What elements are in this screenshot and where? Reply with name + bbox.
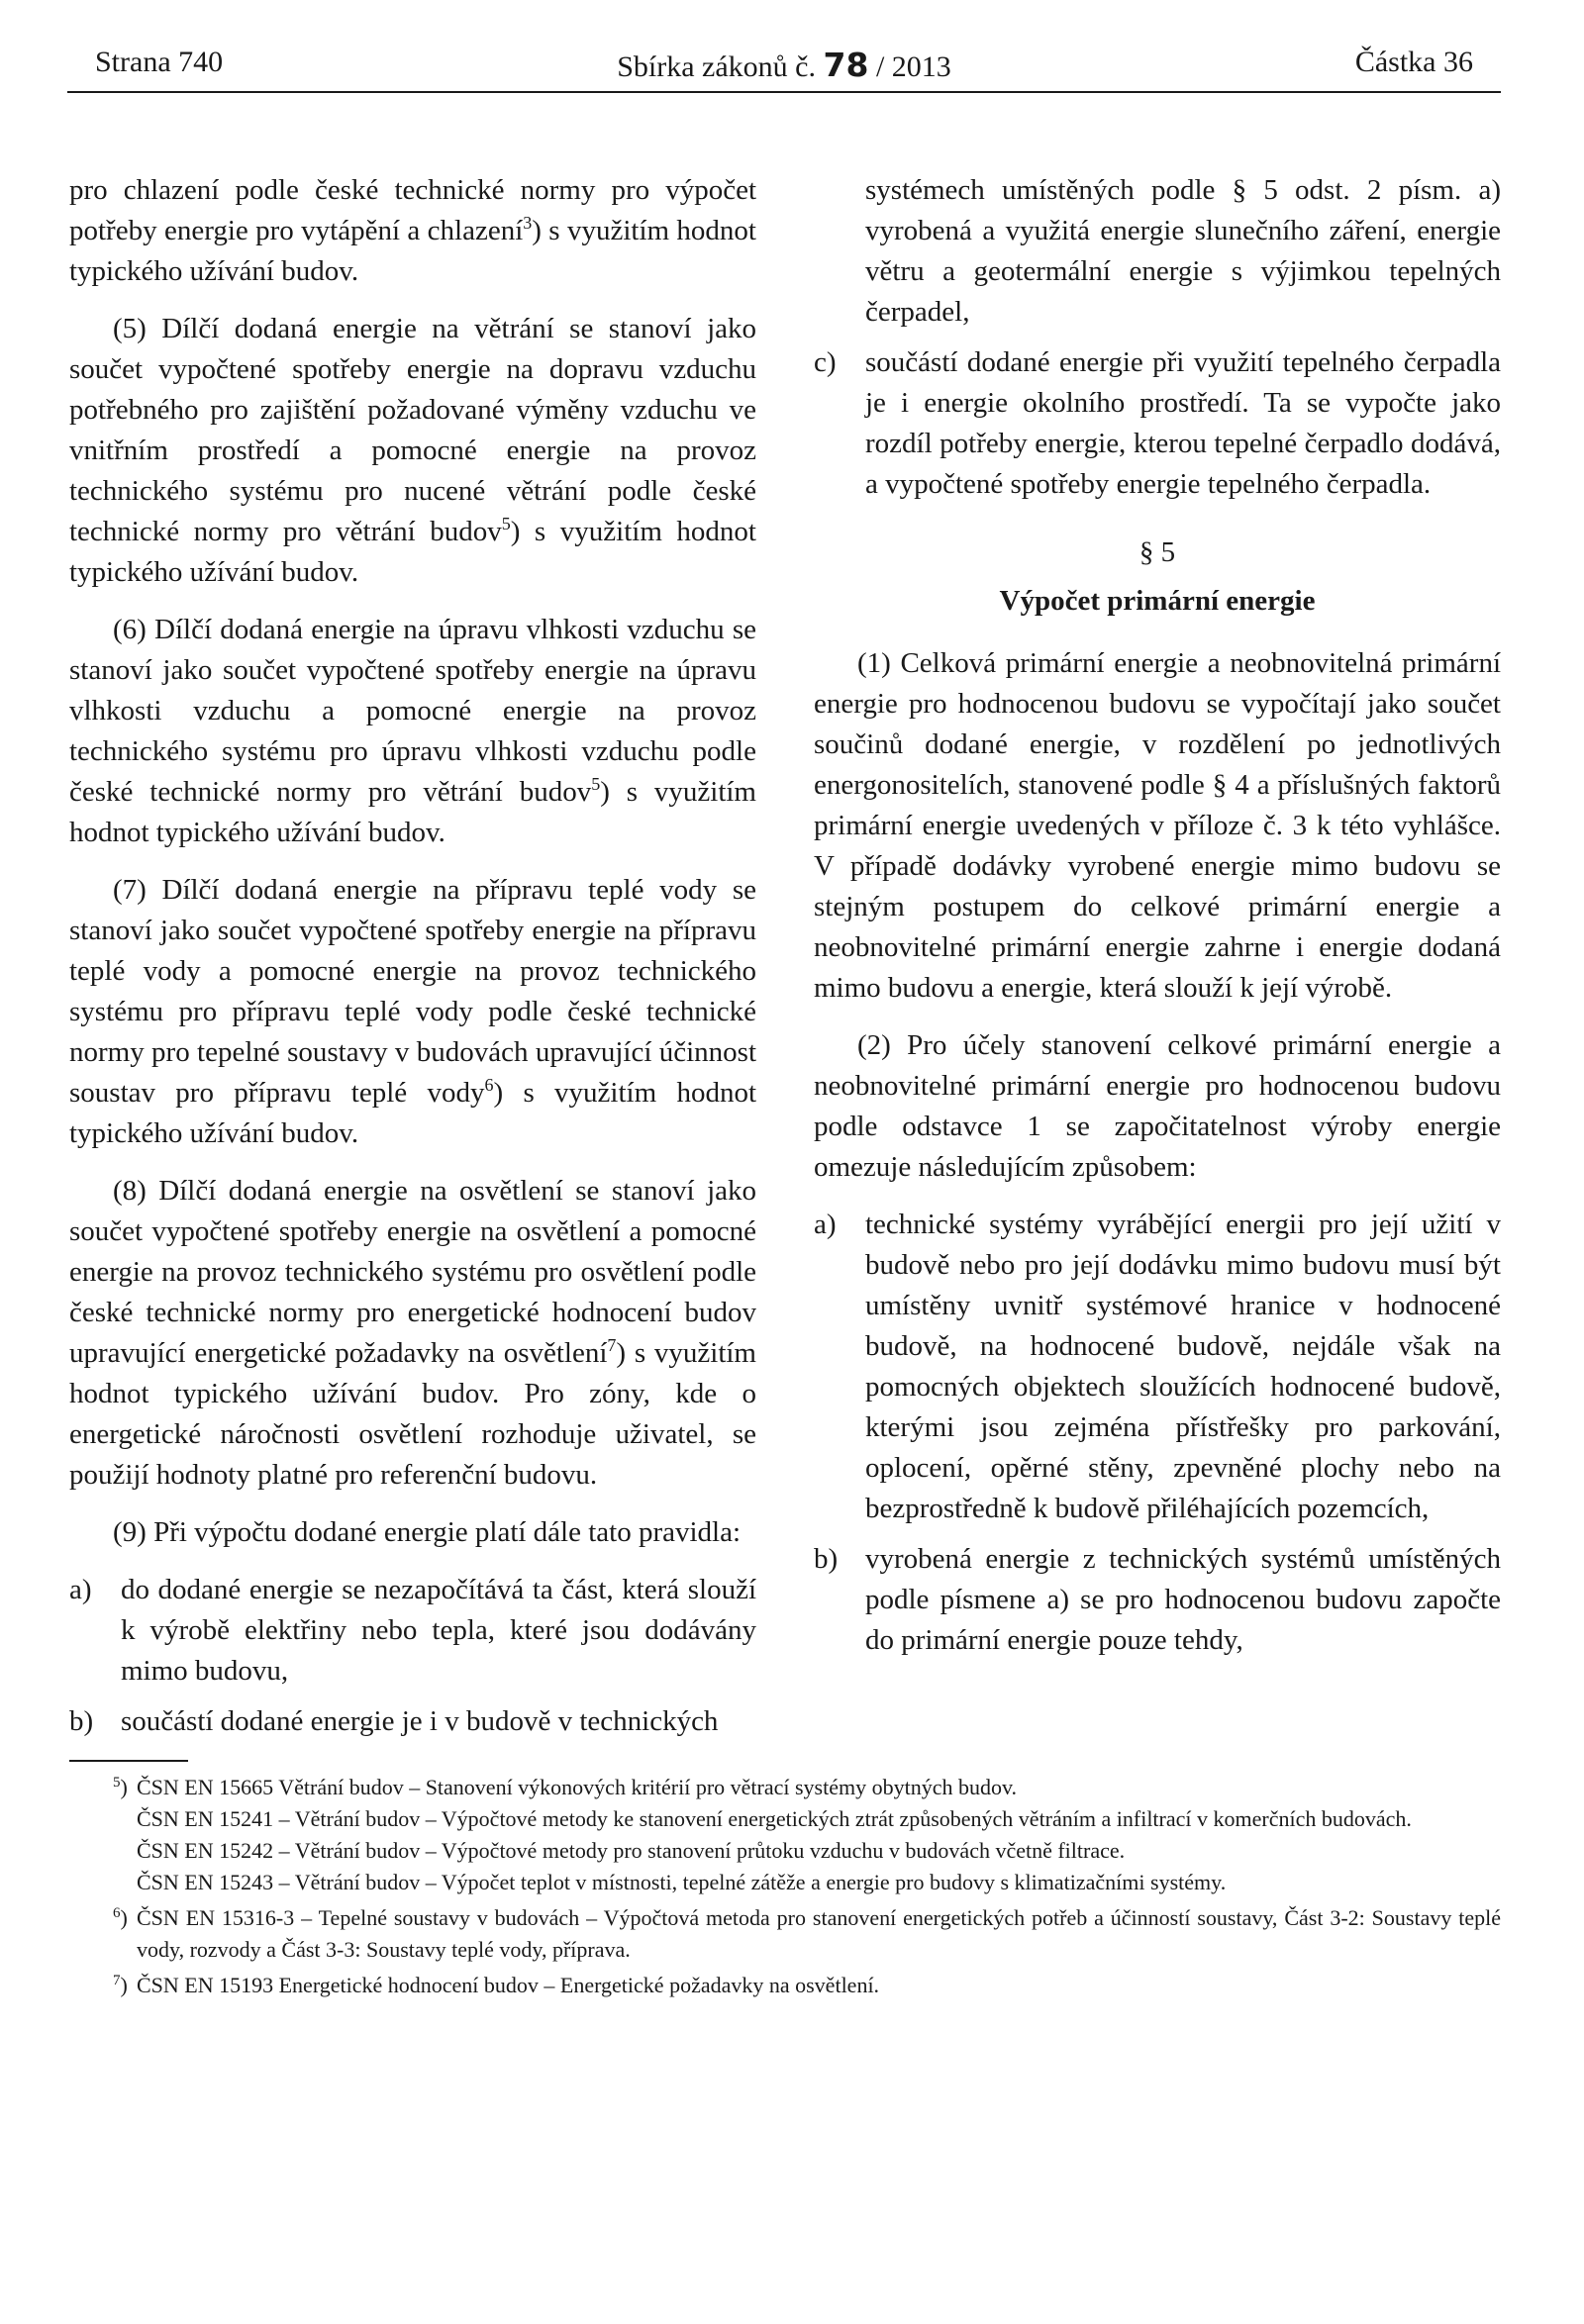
- footnote-6: [113, 1902, 1501, 1966]
- page-header: [67, 40, 1501, 91]
- footnote-mark: $^7$): [113, 1973, 128, 1997]
- list-item-text: systémech umístěných podle § 5 odst. 2 písm. a) vyrobená a využitá energie slunečního záření, energie větru a geotermální energie s výjimkou tepelných čerpadel,: [865, 174, 1501, 328]
- paragraph-9: (9) Při výpočtu dodané energie platí dále tato pravidla:: [113, 1516, 742, 1548]
- issue-part: Částka 36: [1354, 46, 1473, 78]
- list-item-label: a): [69, 1574, 92, 1605]
- section-paragraph-1: (1) Celková primární energie a neobnovitelná primární energie pro hodnocenou budovu se vypočítají jako součet součinů dodané energie, v rozdělení po jednotlivých energonositelích, stanovené podle § 4 a příslušných faktorů primární energie uvedených v příloze č. 3 k této vyhlášce. V případě dodávky vyrobené energie mimo budovu se stejným postupem do celkové primární energie a neobnovitelné primární energie zahrne i energie dodaná mimo budovu a energie, která slouží k její výrobě.: [814, 647, 1501, 1004]
- left-column: [69, 170, 756, 1752]
- footnote-line: ČSN EN 15665 Větrání budov – Stanovení výkonových kritérií pro větrací systémy obytných budov.: [137, 1775, 1018, 1799]
- list-item: [814, 1539, 1501, 1661]
- list-item-label: b): [69, 1705, 94, 1737]
- footnote-5: [113, 1772, 1501, 1898]
- collection-title: [67, 46, 1501, 84]
- paragraph-5: (5) Dílčí dodaná energie na větrání se stanoví jako součet vypočtené spotřeby energie na dopravu vzduchu potřebného pro zajištění požadované výměny vzduchu ve vnitřním prostředí a pomocné energie na provoz technického systému pro nucené větrání podle české technické normy pro větrání budov$^5$) s využitím hodnot typického užívání budov.: [69, 313, 756, 588]
- footnote-mark: $^6$): [113, 1905, 128, 1930]
- paragraph-7: (7) Dílčí dodaná energie na přípravu teplé vody se stanoví jako součet vypočtené spotřeby energie na přípravu teplé vody a pomocné energie na provoz technického systému pro přípravu teplé vody podle české technické normy pro tepelné soustavy v budovách upravující účinnost soustav pro přípravu teplé vody$^6$) s využitím hodnot typického užívání budov.: [69, 874, 756, 1149]
- law-number: 78: [823, 46, 869, 84]
- section-number: § 5: [1138, 536, 1176, 568]
- list-item-label: a): [814, 1209, 837, 1240]
- list-item: [814, 342, 1501, 505]
- list-item-label: b): [814, 1543, 839, 1575]
- right-column: [814, 170, 1501, 1671]
- footnote-line: ČSN EN 15242 – Větrání budov – Výpočtové metody pro stanovení průtoku vzduchu v budovách včetně filtrace.: [137, 1838, 1126, 1863]
- list-item-text: součástí dodané energie při využití tepelného čerpadla je i energie okolního prostředí. Ta se vypočte jako rozdíl potřeby energie, kterou tepelné čerpadlo dodává, a vypočtené spotřeby energie tepelného čerpadla.: [865, 346, 1501, 500]
- list-item-continuation: [814, 170, 1501, 333]
- list-item-text: do dodané energie se nezapočítává ta část, která slouží k výrobě elektřiny nebo tepla, které jsou dodávány mimo budovu,: [121, 1574, 756, 1687]
- collection-year: / 2013: [875, 50, 951, 83]
- paragraph-8: (8) Dílčí dodaná energie na osvětlení se stanoví jako součet vypočtené spotřeby energie na osvětlení a pomocné energie na provoz technického systému pro osvětlení podle české technické normy pro energetické hodnocení budov upravující energetické požadavky na osvětlení$^7$) s využitím hodnot typického užívání budov. Pro zóny, kde o energetické náročnosti osvětlení rozhoduje uživatel, se použijí hodnoty platné pro referenční budovu.: [69, 1175, 756, 1491]
- footnote-line: ČSN EN 15193 Energetické hodnocení budov – Energetické požadavky na osvětlení.: [137, 1973, 880, 1997]
- footnote-line: ČSN EN 15316-3 – Tepelné soustavy v budovách – Výpočtová metoda pro stanovení energetických potřeb a účinností soustavy, Část 3-2: Soustavy teplé vody, rozvody a Část 3-3: Soustavy teplé vody, příprava.: [137, 1905, 1501, 1962]
- list-item-label: c): [814, 346, 837, 378]
- footnote-line: ČSN EN 15243 – Větrání budov – Výpočet teplot v místnosti, tepelné zátěže a energie pro budovy s klimatizačními systémy.: [137, 1870, 1227, 1894]
- list-item-text: vyrobená energie z technických systémů umístěných podle písmene a) se pro hodnocenou budovu započte do primární energie pouze tehdy,: [865, 1543, 1501, 1656]
- paragraph-continuation: pro chlazení podle české technické normy pro výpočet potřeby energie pro vytápění a chlazení$^3$) s využitím hodnot typického užívání budov.: [69, 174, 756, 287]
- list-item: [814, 1205, 1501, 1529]
- section-paragraph-2: (2) Pro účely stanovení celkové primární energie a neobnovitelné primární energie pro hodnocenou budovu podle odstavce 1 se započitatelnost výroby energie omezuje následujícím způsobem:: [814, 1029, 1501, 1183]
- footnotes: [113, 1772, 1501, 2005]
- list-item: [69, 1701, 756, 1742]
- section-title: Výpočet primární energie: [999, 585, 1316, 617]
- footnote-mark: $^5$): [113, 1775, 128, 1799]
- footnote-rule: [69, 1760, 188, 1762]
- list-item-text: technické systémy vyrábějící energii pro její užití v budově nebo pro její dodávku mimo budovu musí být umístěny uvnitř systémové hranice v hodnocené budově, na hodnocené budově, nejdále však na pomocných objektech sloužících hodnocené budově, kterými jsou zejména přístřešky pro parkování, oplocení, opěrné stěny, zpevněné plochy nebo na bezprostředně k budově přiléhajících pozemcích,: [865, 1209, 1501, 1524]
- collection-prefix: Sbírka zákonů č.: [617, 50, 816, 83]
- list-item-text: součástí dodané energie je i v budově v technických: [121, 1705, 719, 1737]
- footnote-7: [113, 1970, 1501, 2001]
- footnote-line: ČSN EN 15241 – Větrání budov – Výpočtové metody ke stanovení energetických ztrát způsobených větráním a infiltrací v komerčních budovách.: [137, 1806, 1412, 1831]
- paragraph-6: (6) Dílčí dodaná energie na úpravu vlhkosti vzduchu se stanoví jako součet vypočtené spotřeby energie na úpravu vlhkosti vzduchu a pomocné energie na provoz technického systému pro úpravu vlhkosti vzduchu podle české technické normy pro větrání budov$^5$) s využitím hodnot typického užívání budov.: [69, 614, 756, 848]
- list-item: [69, 1570, 756, 1692]
- page-number: Strana 740: [95, 46, 224, 78]
- header-rule: [67, 91, 1501, 93]
